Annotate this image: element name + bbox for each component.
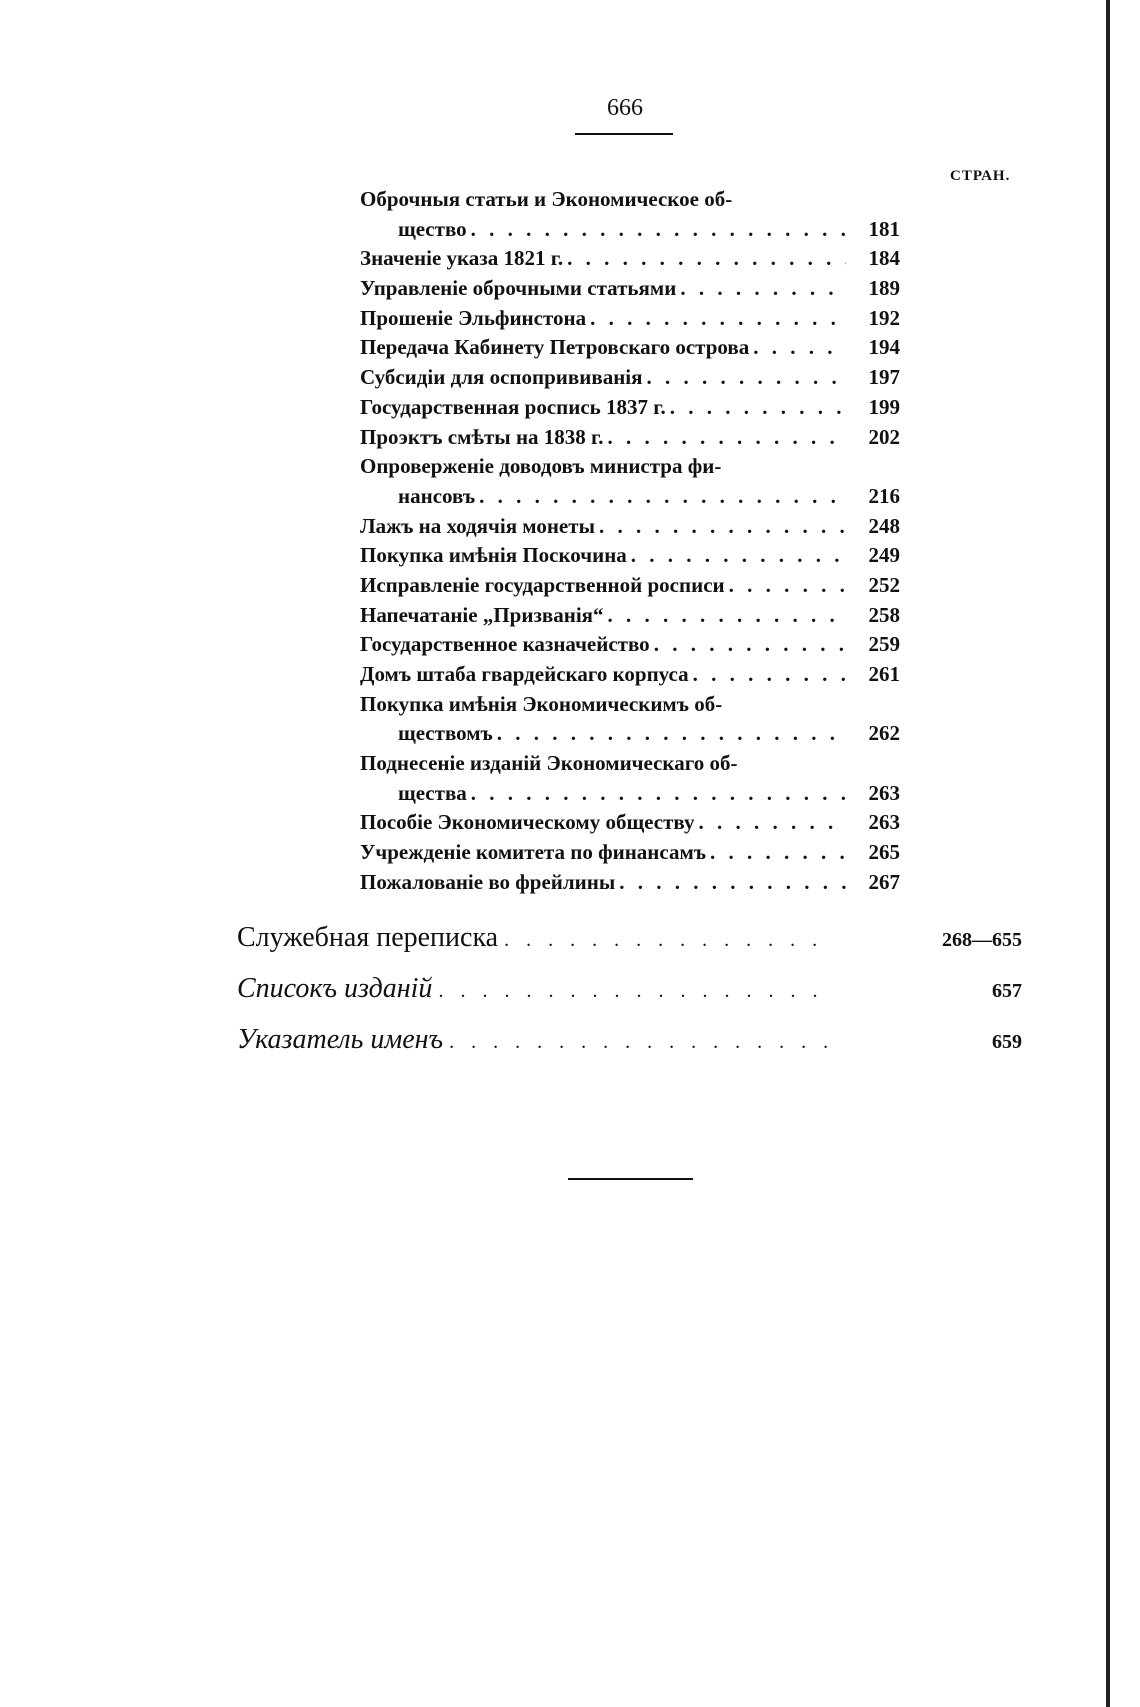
toc-entry [360, 630, 900, 660]
page-column-header: СТРАН. [950, 168, 1011, 184]
toc-entry-title: Опроверженіе доводовъ министра фи- [360, 454, 722, 479]
toc-entry-continuation: ществомъ [398, 721, 493, 746]
toc-entry-page: 259 [868, 632, 900, 657]
toc-entry-title: Домъ штаба гвардейскаго корпуса [360, 662, 689, 686]
toc-entry-title: Значеніе указа 1821 г. [360, 246, 564, 271]
scan-edge [1106, 0, 1110, 1707]
toc-entry-title: Напечатаніе „Призванія“ [360, 602, 604, 627]
toc-entry-title: Проэктъ смѣты на 1838 г. [360, 424, 604, 449]
toc-entry-title: Лажъ на ходячія монеты [360, 513, 595, 538]
dot-leader [567, 244, 846, 274]
toc-entry-page: 258 [868, 602, 900, 627]
dot-leader [710, 838, 846, 868]
toc-entry-title: Покупка имѣнія Поскочина [360, 543, 627, 568]
toc-entry-page: 194 [868, 335, 900, 360]
toc-entry-page: 216 [868, 483, 900, 508]
dot-leader [471, 779, 846, 809]
toc-main-entry-title: Служебная переписка [237, 922, 499, 953]
toc-entry-title: Субсидіи для оспопрививанія [360, 365, 643, 390]
toc-main-entries [237, 912, 1022, 1065]
dot-leader [590, 304, 846, 334]
toc-entry-page: 184 [868, 246, 900, 271]
toc-entry [360, 541, 900, 571]
toc-entry-page: 262 [868, 721, 900, 746]
dot-leader [680, 274, 846, 304]
dot-leader [654, 630, 846, 660]
toc-entry [360, 423, 900, 453]
toc-main-entry-page: 657 [992, 980, 1022, 1002]
toc-entry [360, 749, 900, 808]
toc-entry-title: Государственная роспись 1837 г. [360, 394, 666, 419]
dot-leader [631, 541, 846, 571]
page-number-rule [575, 133, 673, 135]
toc-entry-page: 252 [868, 572, 900, 597]
toc-entry-title: Пожалованіе во фрейлины [360, 869, 616, 894]
toc-main-entry [237, 963, 1022, 1014]
dot-leader [608, 601, 846, 631]
page-number: 666 [607, 95, 643, 121]
toc-entry [360, 838, 900, 868]
toc-entry [360, 571, 900, 601]
dot-leader [670, 393, 846, 423]
dot-leader [497, 719, 846, 749]
toc-entry [360, 452, 900, 511]
toc-entry [360, 690, 900, 749]
dot-leader [753, 333, 846, 363]
toc-entry [360, 244, 900, 274]
toc-entry [360, 304, 900, 334]
toc-entry-page: 192 [868, 305, 900, 330]
dot-leader [504, 915, 829, 966]
toc-sub-entries [360, 185, 900, 898]
toc-entry [360, 393, 900, 423]
toc-entry-page: 189 [868, 276, 900, 301]
toc-entry-page: 197 [868, 365, 900, 390]
toc-entry-title: Оброчныя статьи и Экономическое об- [360, 187, 733, 211]
toc-main-entry-page: 659 [992, 1031, 1022, 1053]
toc-entry-page: 248 [868, 513, 900, 538]
toc-entry-page: 181 [868, 216, 900, 241]
toc-entry [360, 660, 900, 690]
toc-entry [360, 363, 900, 393]
toc-entry-page: 199 [868, 394, 900, 419]
toc-entry-title: Покупка имѣнія Экономическимъ об- [360, 691, 723, 716]
toc-entry [360, 601, 900, 631]
toc-entry-title: Передача Кабинету Петровскаго острова [360, 335, 750, 360]
dot-leader [438, 966, 829, 1017]
dot-leader [699, 808, 846, 838]
toc-entry-page: 249 [868, 543, 900, 568]
toc-main-entry [237, 1014, 1022, 1065]
toc-entry-title: Поднесеніе изданій Экономическаго об- [360, 751, 738, 776]
toc-entry-page: 263 [868, 780, 900, 805]
toc-entry-continuation: нансовъ [398, 483, 476, 508]
toc-entry-continuation: щества [398, 780, 467, 805]
toc-entry-page: 202 [868, 424, 900, 449]
dot-leader [599, 512, 846, 542]
toc-entry-title: Учрежденіе комитета по финансамъ [360, 840, 707, 865]
toc-entry [360, 185, 900, 244]
dot-leader [693, 660, 846, 690]
dot-leader [471, 215, 846, 245]
toc-main-entry [237, 912, 1022, 963]
dot-leader [647, 363, 847, 393]
toc-entry [360, 274, 900, 304]
toc-entry [360, 333, 900, 363]
dot-leader [619, 868, 846, 898]
toc-entry-page: 261 [868, 662, 900, 686]
toc-main-entry-title: Указатель именъ [237, 1024, 444, 1055]
dot-leader [729, 571, 846, 601]
toc-entry-title: Пособіе Экономическому обществу [360, 810, 695, 835]
toc-entry-page: 267 [868, 869, 900, 894]
toc-entry [360, 808, 900, 838]
toc-entry [360, 512, 900, 542]
toc-entry-page: 263 [868, 810, 900, 835]
toc-main-entry-title: Списокъ изданій [237, 973, 433, 1004]
toc-main-entry-page: 268—655 [942, 929, 1022, 951]
dot-leader [479, 482, 846, 512]
dot-leader [449, 1017, 829, 1068]
toc-entry-continuation: щество [398, 216, 467, 241]
toc-entry-title: Прошеніе Эльфинстона [360, 305, 587, 330]
toc-entry-title: Управленіе оброчными статьями [360, 276, 677, 301]
toc-entry-title: Государственное казначейство [360, 632, 650, 657]
toc-entry-page: 265 [868, 840, 900, 865]
toc-entry [360, 868, 900, 898]
toc-entry-title: Исправленіе государственной росписи [360, 572, 725, 597]
end-rule [568, 1178, 693, 1180]
dot-leader [607, 423, 846, 453]
